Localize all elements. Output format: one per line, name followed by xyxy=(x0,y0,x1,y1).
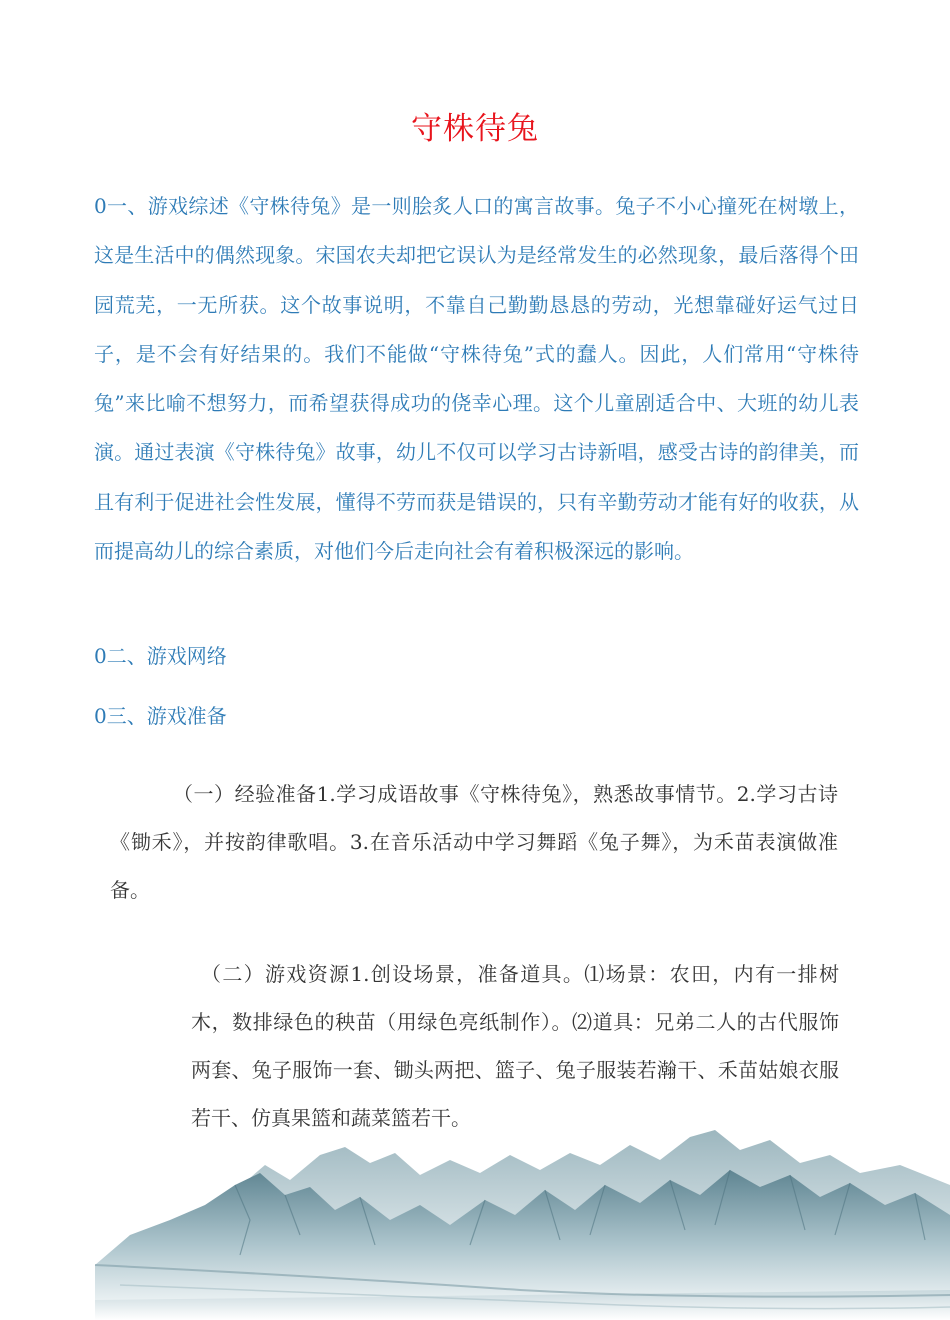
overview-paragraph: 0一、游戏综述《守株待兔》是一则脍炙人口的寓言故事。兔子不小心撞死在树墩上，这是生活中的偶然现象。宋国农夫却把它误认为是经常发生的必然现象，最后落得个田园荒芜，一无所获。这个故事说明，不靠自己勤勤恳恳的劳动，光想靠碰好运气过日子，是不会有好结果的。我们不能做“守株待兔”式的蠢人。因此，人们常用“守株待兔”来比喻不想努力，而希望获得成功的侥幸心理。这个儿童剧适合中、大班的幼儿表演。通过表演《守株待兔》故事，幼儿不仅可以学习古诗新唱，感受古诗的韵律美，而且有利于促进社会性发展，懂得不劳而获是错误的，只有辛勤劳动才能有好的收获，从而提高幼儿的综合素质，对他们今后走向社会有着积极深远的影响。 xyxy=(94,194,859,564)
mountain-landscape-image xyxy=(0,1125,950,1320)
section-heading-network: 0二、游戏网络 xyxy=(94,644,227,668)
page-title: 守株待兔 xyxy=(411,111,539,147)
experience-paragraph: （一）经验准备1.学习成语故事《守株待兔》，熟悉故事情节。2.学习古诗《锄禾》，并按韵律歌唱。3.在音乐活动中学习舞蹈《兔子舞》，为禾苗表演做准备。 xyxy=(110,782,838,902)
section-heading-preparation: 0三、游戏准备 xyxy=(94,704,227,728)
resources-paragraph: （二）游戏资源1.创设场景，准备道具。⑴场景：农田，内有一排树木，数排绿色的秧苗（用绿色亮纸制作）。⑵道具：兄弟二人的古代服饰两套、兔子服饰一套、锄头两把、篮子、兔子服装若瀚干、禾苗姑娘衣服若干、仿真果篮和蔬菜篮若干。 xyxy=(191,962,839,1130)
